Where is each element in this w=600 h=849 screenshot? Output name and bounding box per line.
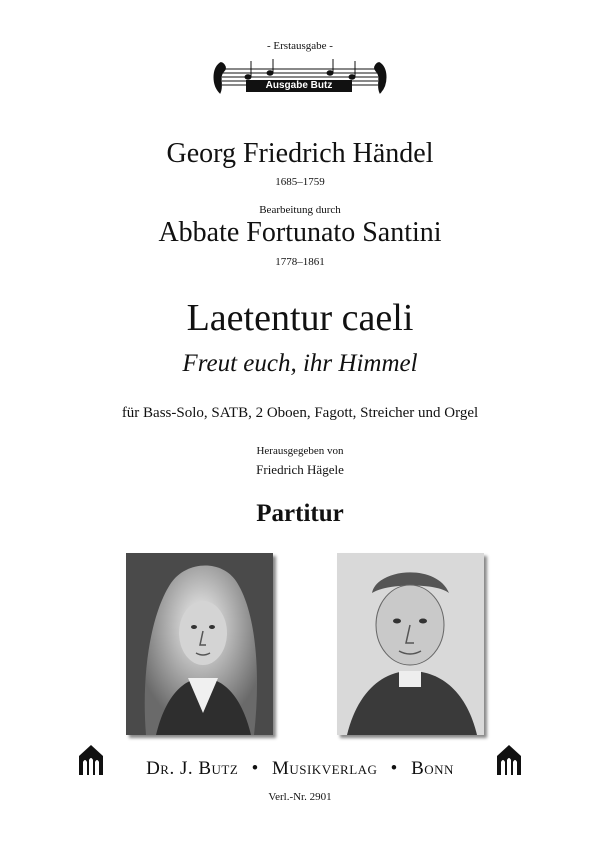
publisher-type: Musikverlag [271, 758, 378, 779]
editor-name: Friedrich Hägele [256, 462, 344, 477]
publisher-city: Bonn [411, 758, 454, 779]
scoring: für Bass-Solo, SATB, 2 Oboen, Fagott, Streicher und Orgel [121, 405, 479, 421]
work-subtitle: Freut euch, ihr Himmel [182, 350, 418, 377]
arranger-name: Abbate Fortunato Santini [158, 217, 442, 248]
handel-portrait [126, 553, 273, 735]
first-edition-label: - Erstausgabe - [267, 40, 333, 52]
composer-dates: 1685–1759 [275, 176, 325, 188]
composer-name: Georg Friedrich Händel [166, 138, 434, 169]
format-label: Partitur [256, 500, 344, 527]
work-title: Laetentur caeli [186, 297, 414, 339]
separator: • [390, 758, 398, 779]
publisher-footer [0, 758, 600, 780]
publisher-name: Dr. J. Butz [146, 758, 239, 779]
arrangement-label: Bearbeitung durch [259, 204, 341, 216]
santini-portrait [337, 553, 484, 735]
catalog-number: Verl.-Nr. 2901 [268, 791, 332, 803]
separator: • [251, 758, 259, 779]
publisher-logo-label: Ausgabe Butz [246, 80, 352, 92]
arranger-dates: 1778–1861 [275, 256, 325, 268]
publisher-logo [210, 55, 390, 99]
editor-label: Herausgegeben von [256, 445, 344, 457]
